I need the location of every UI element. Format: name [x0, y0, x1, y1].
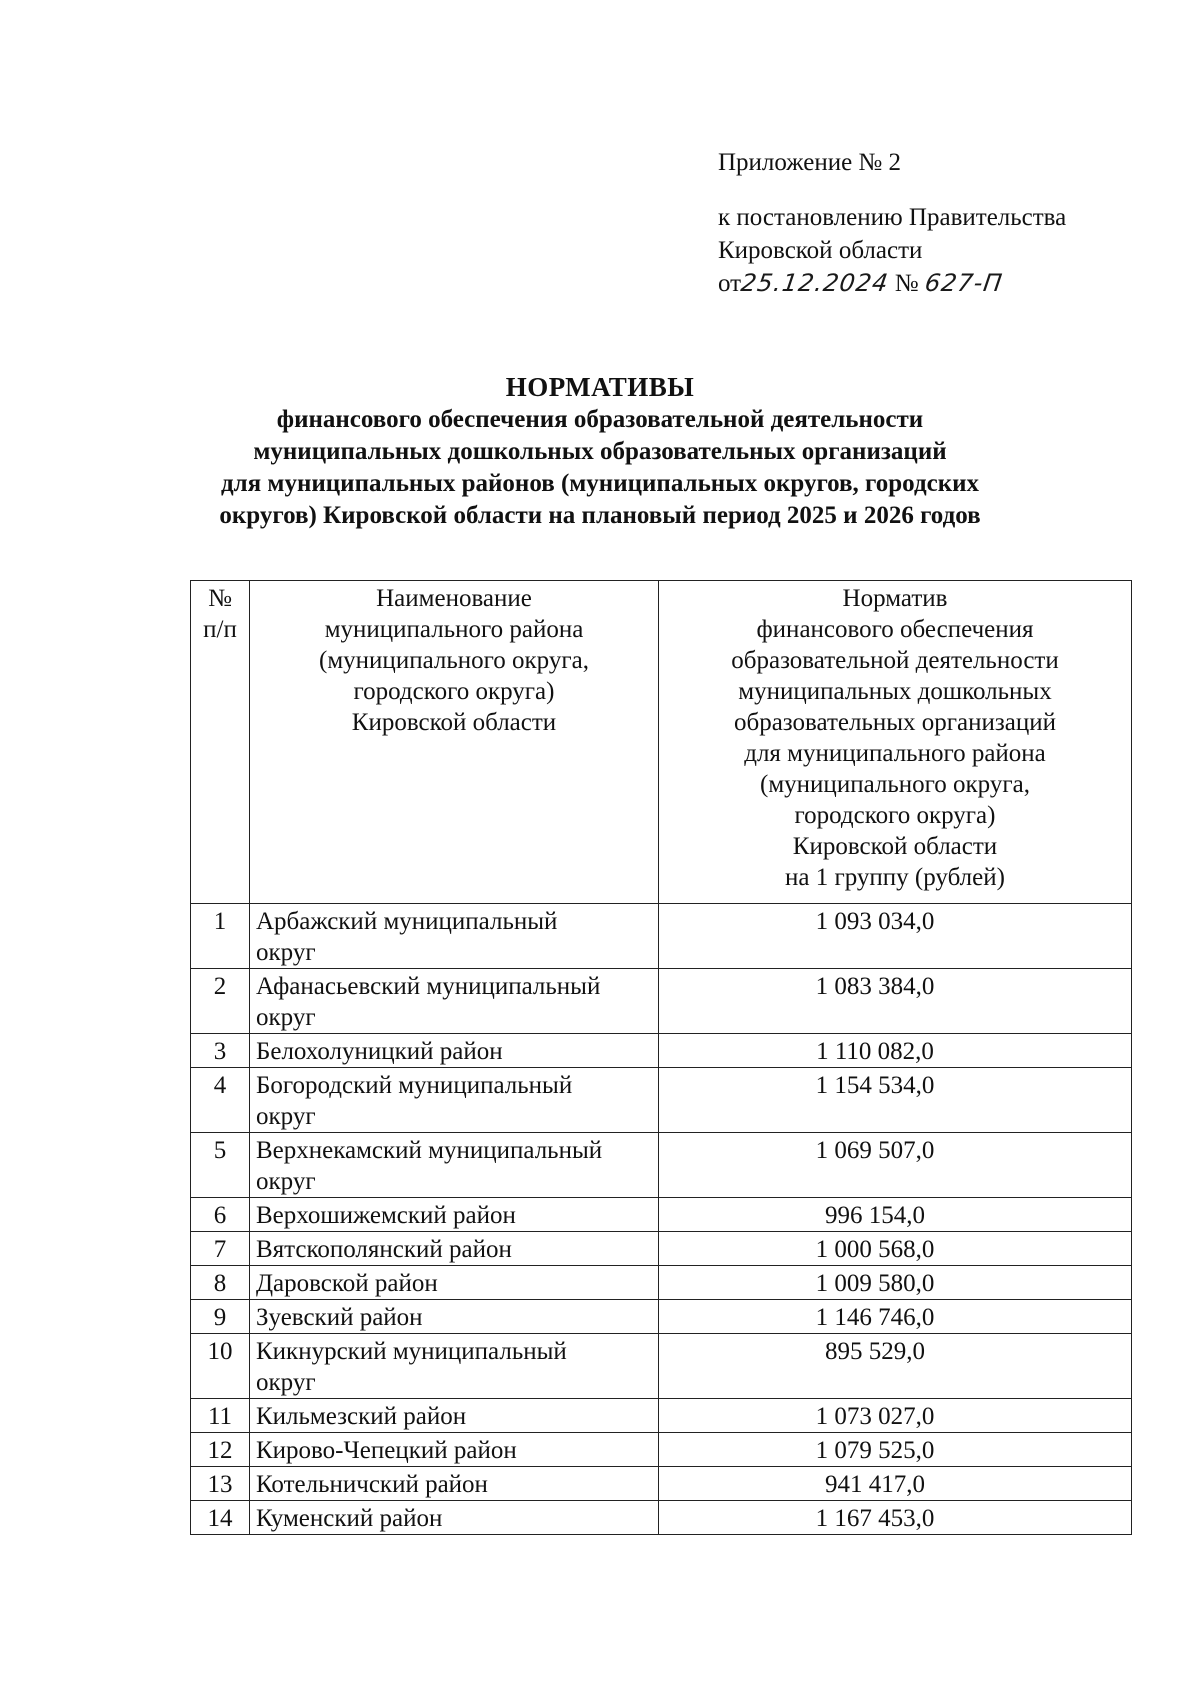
table-row: [191, 904, 1132, 969]
norm-value-text: 1 154 534,0: [815, 1072, 935, 1099]
row-number: 14: [191, 1501, 250, 1535]
row-number: 4: [191, 1068, 250, 1133]
header-no-line: №: [208, 585, 232, 612]
norm-value-text: 941 417,0: [825, 1471, 925, 1498]
header-no-line: п/п: [203, 616, 237, 643]
header-value-line: образовательных организаций: [733, 709, 1056, 736]
title-line-4: округов) Кировской области на плановый период 2025 и 2026 годов: [219, 502, 981, 529]
row-number: 6: [191, 1198, 250, 1232]
title-line-1: финансового обеспечения образовательной деятельности: [276, 406, 924, 433]
table-row: [191, 1334, 1132, 1399]
district-name: [250, 1266, 659, 1300]
title-main: НОРМАТИВЫ: [505, 372, 695, 402]
table-row: [191, 1034, 1132, 1068]
norm-value: [659, 904, 1132, 969]
district-name: [250, 1433, 659, 1467]
header-value-line: финансового обеспечения: [756, 616, 1034, 643]
norm-value-text: 895 529,0: [825, 1338, 925, 1365]
header-name-line: Наименование: [376, 585, 532, 612]
header-value-line: Кировской области: [792, 833, 998, 860]
norm-value: [659, 1266, 1132, 1300]
district-name: [250, 1232, 659, 1266]
row-number: 3: [191, 1034, 250, 1068]
district-name-line: Куменский район: [256, 1505, 443, 1532]
header-value-line: (муниципального округа,: [760, 771, 1030, 798]
district-name: [250, 1467, 659, 1501]
handwritten-number: 627-П: [922, 269, 1005, 297]
row-number: 13: [191, 1467, 250, 1501]
district-name-line: округ: [256, 1103, 316, 1130]
district-name: [250, 1334, 659, 1399]
district-name-line: Белохолуницкий район: [256, 1038, 503, 1065]
district-name: [250, 1034, 659, 1068]
document-title: [150, 370, 1050, 532]
handwritten-date: 25.12.2024: [739, 269, 891, 297]
appendix-block: [718, 146, 1066, 300]
row-number: 12: [191, 1433, 250, 1467]
table-row: [191, 1266, 1132, 1300]
norm-value-text: 1 069 507,0: [815, 1137, 935, 1164]
header-value-line: на 1 группу (рублей): [785, 864, 1005, 891]
header-name-line: городского округа): [353, 678, 555, 705]
norm-value-text: 1 093 034,0: [815, 908, 935, 935]
norm-value-text: 1 073 027,0: [815, 1403, 935, 1430]
header-name-line: муниципального района: [324, 616, 584, 643]
district-name: [250, 1133, 659, 1198]
district-name-line: округ: [256, 1369, 316, 1396]
norm-value-text: 996 154,0: [825, 1202, 925, 1229]
district-name: [250, 1501, 659, 1535]
title-line-2: муниципальных дошкольных образовательных организаций: [253, 438, 947, 465]
header-value-line: Норматив: [842, 585, 948, 612]
row-number: 10: [191, 1334, 250, 1399]
header-name-line: (муниципального округа,: [319, 647, 589, 674]
header-value-line: муниципальных дошкольных: [738, 678, 1052, 705]
header-value: [659, 581, 1132, 904]
norm-value-text: 1 167 453,0: [815, 1505, 935, 1532]
header-value-line: для муниципального района: [744, 740, 1046, 767]
district-name-line: округ: [256, 939, 316, 966]
norm-value: [659, 969, 1132, 1034]
appendix-line-1: к постановлению Правительства: [718, 204, 1067, 231]
district-name-line: округ: [256, 1168, 316, 1195]
table-header-row: [191, 581, 1132, 904]
table-row: [191, 1433, 1132, 1467]
district-name-line: Кикнурский муниципальный: [256, 1338, 567, 1365]
norm-value: [659, 1034, 1132, 1068]
district-name-line: Даровской район: [256, 1270, 438, 1297]
district-name: [250, 904, 659, 969]
table-row: [191, 1399, 1132, 1433]
table-row: [191, 1198, 1132, 1232]
header-value-line: городского округа): [794, 802, 996, 829]
norm-value-text: 1 079 525,0: [815, 1437, 935, 1464]
norm-value: [659, 1399, 1132, 1433]
norm-value: [659, 1467, 1132, 1501]
norm-value: [659, 1068, 1132, 1133]
district-name-line: Верхошижемский район: [256, 1202, 516, 1229]
row-number: 11: [191, 1399, 250, 1433]
row-number: 1: [191, 904, 250, 969]
row-number: 7: [191, 1232, 250, 1266]
district-name: [250, 1300, 659, 1334]
norm-value: [659, 1232, 1132, 1266]
district-name-line: Верхнекамский муниципальный: [256, 1137, 603, 1164]
norm-value: [659, 1334, 1132, 1399]
appendix-date-line: [718, 267, 1066, 300]
table-row: [191, 1133, 1132, 1198]
date-prefix: от: [718, 270, 742, 297]
header-no: [191, 581, 250, 904]
district-name-line: Афанасьевский муниципальный: [256, 973, 601, 1000]
norm-value: [659, 1501, 1132, 1535]
table-row: [191, 969, 1132, 1034]
row-number: 8: [191, 1266, 250, 1300]
norm-value-text: 1 083 384,0: [815, 973, 935, 1000]
appendix-number: Приложение № 2: [718, 149, 902, 176]
table-body: [191, 904, 1132, 1535]
district-name-line: Вятскополянский район: [256, 1236, 512, 1263]
table-row: [191, 1068, 1132, 1133]
district-name-line: Зуевский район: [256, 1304, 423, 1331]
table-row: [191, 1467, 1132, 1501]
district-name-line: Арбажский муниципальный: [256, 908, 558, 935]
district-name-line: Кирово-Чепецкий район: [256, 1437, 517, 1464]
appendix-line-2: Кировской области: [718, 237, 923, 264]
norm-value-text: 1 110 082,0: [816, 1038, 934, 1065]
norm-value: [659, 1300, 1132, 1334]
district-name-line: Богородский муниципальный: [256, 1072, 573, 1099]
district-name-line: округ: [256, 1004, 316, 1031]
row-number: 5: [191, 1133, 250, 1198]
district-name-line: Кильмезский район: [256, 1403, 467, 1430]
header-value-line: образовательной деятельности: [731, 647, 1059, 674]
table-row: [191, 1300, 1132, 1334]
district-name: [250, 969, 659, 1034]
title-line-3: для муниципальных районов (муниципальных округов, городских: [220, 470, 980, 497]
norm-value-text: 1 000 568,0: [815, 1236, 935, 1263]
norm-value: [659, 1133, 1132, 1198]
table-row: [191, 1501, 1132, 1535]
norm-value-text: 1 146 746,0: [815, 1304, 935, 1331]
header-name: [250, 581, 659, 904]
header-name-line: Кировской области: [351, 709, 557, 736]
norm-value-text: 1 009 580,0: [815, 1270, 935, 1297]
district-name: [250, 1399, 659, 1433]
norms-table: [190, 580, 1132, 1535]
norm-value: [659, 1433, 1132, 1467]
number-prefix: №: [894, 270, 919, 297]
table-row: [191, 1232, 1132, 1266]
row-number: 9: [191, 1300, 250, 1334]
district-name-line: Котельничский район: [256, 1471, 488, 1498]
district-name: [250, 1198, 659, 1232]
district-name: [250, 1068, 659, 1133]
row-number: 2: [191, 969, 250, 1034]
norm-value: [659, 1198, 1132, 1232]
